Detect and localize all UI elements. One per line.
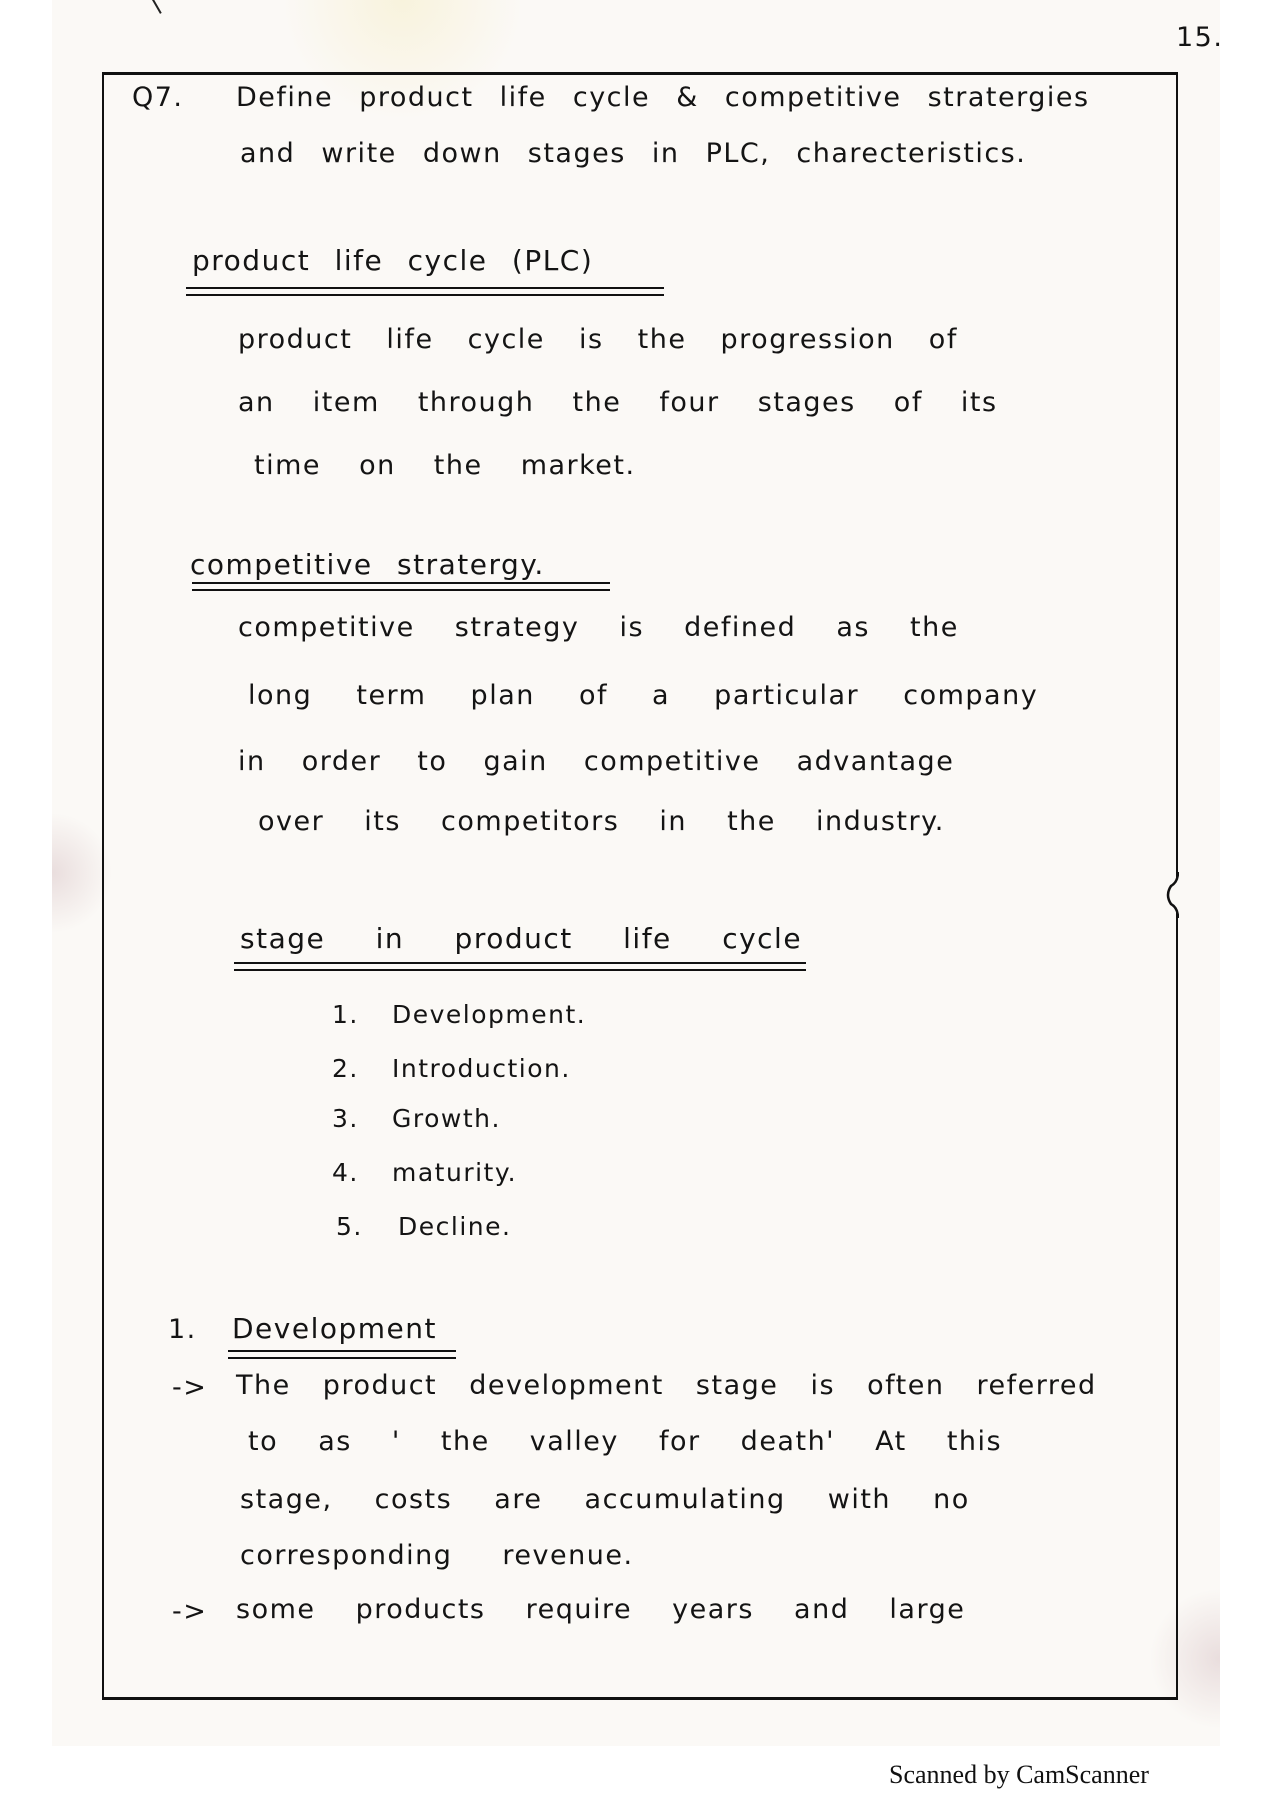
competitive-underline-2	[192, 589, 610, 591]
development-line-1: The product development stage is often referred	[236, 1370, 1097, 1401]
competitive-underline-1	[192, 582, 610, 584]
question-line-1: Define product life cycle & competitive stratergies	[236, 82, 1090, 113]
competitive-line-4: over its competitors in the industry.	[258, 806, 945, 837]
stage-item-2: Introduction.	[392, 1054, 571, 1083]
development-num: 1.	[168, 1314, 197, 1345]
plc-line-2: an item through the four stages of its	[238, 387, 998, 418]
development-line-2: to as ' the valley for death' At this	[248, 1426, 1003, 1457]
arrow-bullet-icon: ->	[172, 1372, 208, 1403]
arrow-bullet-icon-2: ->	[172, 1596, 208, 1627]
development-line-4: corresponding revenue.	[240, 1540, 634, 1571]
stage-item-1-num: 1.	[332, 1000, 359, 1029]
stage-item-5-num: 5.	[336, 1212, 363, 1241]
plc-line-3: time on the market.	[254, 450, 636, 481]
stage-item-2-num: 2.	[332, 1054, 359, 1083]
development-underline-1	[228, 1350, 456, 1352]
competitive-line-1: competitive strategy is defined as the	[238, 612, 959, 643]
development-heading: Development	[232, 1312, 437, 1345]
development-underline-2	[228, 1357, 456, 1359]
border-bulge	[1163, 872, 1179, 918]
development-line-5: some products require years and large	[236, 1594, 966, 1625]
stage-item-3-num: 3.	[332, 1104, 359, 1133]
question-line-2: and write down stages in PLC, charecteristics.	[240, 138, 1027, 169]
plc-heading: product life cycle (PLC)	[192, 244, 594, 277]
page-number: 15.	[1176, 22, 1224, 53]
scanner-watermark: Scanned by CamScanner	[889, 1760, 1149, 1789]
plc-underline-2	[186, 294, 664, 296]
stages-underline-1	[234, 962, 806, 964]
stages-heading: stage in product life cycle	[240, 922, 803, 955]
stage-item-3: Growth.	[392, 1104, 501, 1133]
stage-item-4-num: 4.	[332, 1158, 359, 1187]
competitive-line-2: long term plan of a particular company	[248, 680, 1039, 711]
competitive-line-3: in order to gain competitive advantage	[238, 746, 955, 777]
stage-item-5: Decline.	[398, 1212, 512, 1241]
stages-underline-2	[234, 969, 806, 971]
stage-item-1: Development.	[392, 1000, 587, 1029]
plc-line-1: product life cycle is the progression of	[238, 324, 958, 355]
plc-underline-1	[186, 287, 664, 289]
development-line-3: stage, costs are accumulating with no	[240, 1484, 970, 1515]
question-number: Q7.	[132, 82, 184, 113]
competitive-heading: competitive stratergy.	[190, 548, 545, 581]
stage-item-4: maturity.	[392, 1158, 518, 1187]
